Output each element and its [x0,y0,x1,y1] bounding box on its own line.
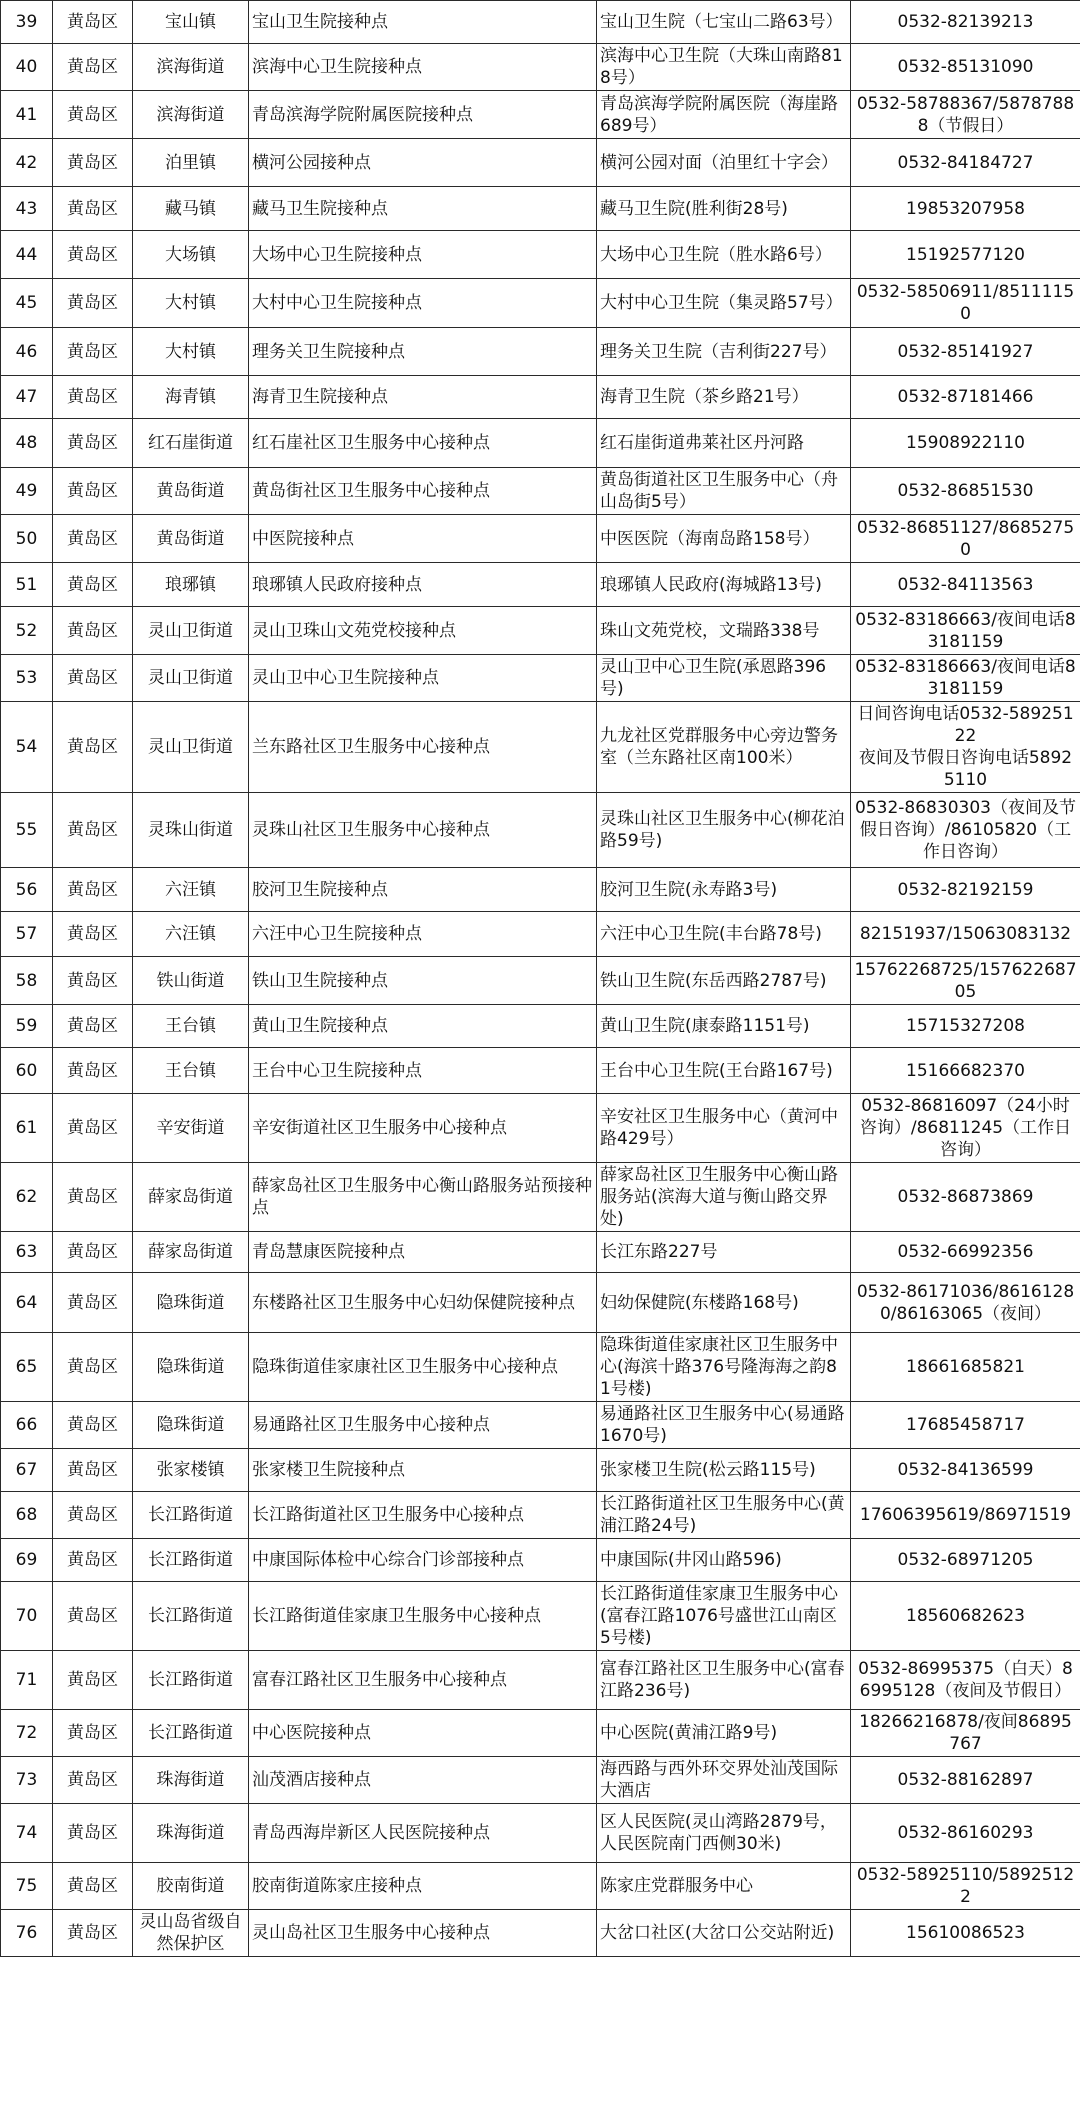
phone-cell: 0532-88162897 [851,1757,1080,1804]
phone-cell: 0532-66992356 [851,1232,1080,1273]
phone-cell: 82151937/15063083132 [851,912,1080,957]
table-row [1,868,1080,912]
site-name-cell: 汕茂酒店接种点 [249,1757,597,1804]
site-name-cell: 长江路街道社区卫生服务中心接种点 [249,1492,597,1539]
street-cell: 长江路街道 [133,1492,249,1539]
address-cell: 铁山卫生院(东岳西路2787号) [597,957,851,1005]
site-name-cell: 青岛西海岸新区人民医院接种点 [249,1804,597,1863]
row-number-cell: 60 [1,1048,53,1094]
phone-cell: 0532-84113563 [851,563,1080,607]
street-cell: 珠海街道 [133,1757,249,1804]
table-row [1,1048,1080,1094]
site-name-cell: 六汪中心卫生院接种点 [249,912,597,957]
phone-cell: 15762268725/15762268705 [851,957,1080,1005]
phone-cell: 0532-82139213 [851,1,1080,44]
row-number-cell: 71 [1,1651,53,1710]
table-row [1,419,1080,468]
phone-cell: 17606395619/86971519 [851,1492,1080,1539]
street-cell: 大村镇 [133,279,249,328]
table-row [1,1402,1080,1449]
address-cell: 区人民医院(灵山湾路2879号，人民医院南门西侧30米) [597,1804,851,1863]
site-name-cell: 王台中心卫生院接种点 [249,1048,597,1094]
address-cell: 理务关卫生院（吉利街227号） [597,328,851,376]
phone-cell: 0532-83186663/夜间电话83181159 [851,655,1080,702]
row-number-cell: 41 [1,91,53,139]
street-cell: 张家楼镇 [133,1449,249,1492]
table-row [1,563,1080,607]
address-cell: 珠山文苑党校，文瑞路338号 [597,607,851,655]
row-number-cell: 47 [1,376,53,419]
site-name-cell: 海青卫生院接种点 [249,376,597,419]
phone-cell: 0532-86851530 [851,468,1080,515]
row-number-cell: 63 [1,1232,53,1273]
phone-cell: 0532-58925110/58925122 [851,1863,1080,1910]
district-cell: 黄岛区 [53,1757,133,1804]
site-name-cell: 大村中心卫生院接种点 [249,279,597,328]
site-name-cell: 中心医院接种点 [249,1710,597,1757]
district-cell: 黄岛区 [53,1,133,44]
district-cell: 黄岛区 [53,515,133,563]
street-cell: 铁山街道 [133,957,249,1005]
address-cell: 海西路与西外环交界处汕茂国际大酒店 [597,1757,851,1804]
address-cell: 大岔口社区(大岔口公交站附近) [597,1910,851,1957]
address-cell: 大村中心卫生院（集灵路57号） [597,279,851,328]
table-body [1,1,1080,1957]
phone-cell: 15192577120 [851,231,1080,279]
address-cell: 陈家庄党群服务中心 [597,1863,851,1910]
row-number-cell: 44 [1,231,53,279]
table-row [1,607,1080,655]
table-row [1,468,1080,515]
street-cell: 泊里镇 [133,139,249,187]
site-name-cell: 黄山卫生院接种点 [249,1005,597,1048]
row-number-cell: 45 [1,279,53,328]
table-row [1,1804,1080,1863]
district-cell: 黄岛区 [53,1449,133,1492]
street-cell: 灵山卫街道 [133,702,249,793]
district-cell: 黄岛区 [53,1273,133,1333]
address-cell: 易通路社区卫生服务中心(易通路1670号) [597,1402,851,1449]
street-cell: 藏马镇 [133,187,249,231]
row-number-cell: 46 [1,328,53,376]
street-cell: 海青镇 [133,376,249,419]
table-row [1,1,1080,44]
street-cell: 六汪镇 [133,868,249,912]
street-cell: 宝山镇 [133,1,249,44]
street-cell: 薛家岛街道 [133,1163,249,1232]
phone-cell: 0532-85141927 [851,328,1080,376]
table-row [1,139,1080,187]
row-number-cell: 52 [1,607,53,655]
district-cell: 黄岛区 [53,1910,133,1957]
site-name-cell: 青岛慧康医院接种点 [249,1232,597,1273]
district-cell: 黄岛区 [53,139,133,187]
phone-cell: 15715327208 [851,1005,1080,1048]
address-cell: 青岛滨海学院附属医院（海崖路689号） [597,91,851,139]
row-number-cell: 42 [1,139,53,187]
address-cell: 富春江路社区卫生服务中心(富春江路236号) [597,1651,851,1710]
address-cell: 长江路街道社区卫生服务中心(黄浦江路24号) [597,1492,851,1539]
table-row [1,1910,1080,1957]
row-number-cell: 57 [1,912,53,957]
row-number-cell: 49 [1,468,53,515]
phone-cell: 0532-85131090 [851,44,1080,91]
row-number-cell: 64 [1,1273,53,1333]
address-cell: 大场中心卫生院（胜水路6号） [597,231,851,279]
table-row [1,1651,1080,1710]
row-number-cell: 74 [1,1804,53,1863]
street-cell: 六汪镇 [133,912,249,957]
address-cell: 滨海中心卫生院（大珠山南路818号） [597,44,851,91]
row-number-cell: 72 [1,1710,53,1757]
phone-cell: 15908922110 [851,419,1080,468]
row-number-cell: 58 [1,957,53,1005]
address-cell: 中医医院（海南岛路158号） [597,515,851,563]
district-cell: 黄岛区 [53,1710,133,1757]
row-number-cell: 76 [1,1910,53,1957]
row-number-cell: 62 [1,1163,53,1232]
row-number-cell: 50 [1,515,53,563]
district-cell: 黄岛区 [53,1333,133,1402]
district-cell: 黄岛区 [53,912,133,957]
table-row [1,1094,1080,1163]
table-row [1,1005,1080,1048]
table-row [1,376,1080,419]
row-number-cell: 55 [1,793,53,868]
table-row [1,44,1080,91]
phone-cell: 日间咨询电话0532-58925122 夜间及节假日咨询电话58925110 [851,702,1080,793]
phone-cell: 0532-86995375（白天）86995128（夜间及节假日） [851,1651,1080,1710]
street-cell: 灵山卫街道 [133,607,249,655]
table-row [1,1539,1080,1582]
street-cell: 胶南街道 [133,1863,249,1910]
phone-cell: 0532-58506911/85111150 [851,279,1080,328]
district-cell: 黄岛区 [53,468,133,515]
site-name-cell: 灵山岛社区卫生服务中心接种点 [249,1910,597,1957]
table-row [1,793,1080,868]
site-name-cell: 中康国际体检中心综合门诊部接种点 [249,1539,597,1582]
address-cell: 张家楼卫生院(松云路115号) [597,1449,851,1492]
row-number-cell: 67 [1,1449,53,1492]
street-cell: 大场镇 [133,231,249,279]
site-name-cell: 东楼路社区卫生服务中心妇幼保健院接种点 [249,1273,597,1333]
street-cell: 王台镇 [133,1005,249,1048]
district-cell: 黄岛区 [53,1804,133,1863]
address-cell: 红石崖街道弗莱社区丹河路 [597,419,851,468]
street-cell: 琅琊镇 [133,563,249,607]
table-row [1,1757,1080,1804]
site-name-cell: 黄岛街社区卫生服务中心接种点 [249,468,597,515]
row-number-cell: 39 [1,1,53,44]
phone-cell: 0532-82192159 [851,868,1080,912]
row-number-cell: 68 [1,1492,53,1539]
phone-cell: 0532-86171036/86161280/86163065（夜间） [851,1273,1080,1333]
table-row [1,912,1080,957]
table-row [1,702,1080,793]
district-cell: 黄岛区 [53,1492,133,1539]
phone-cell: 0532-86160293 [851,1804,1080,1863]
address-cell: 长江东路227号 [597,1232,851,1273]
table-row [1,1863,1080,1910]
street-cell: 黄岛街道 [133,468,249,515]
phone-cell: 0532-86816097（24小时咨询）/86811245（工作日咨询） [851,1094,1080,1163]
street-cell: 隐珠街道 [133,1402,249,1449]
row-number-cell: 73 [1,1757,53,1804]
site-name-cell: 易通路社区卫生服务中心接种点 [249,1402,597,1449]
table-row [1,1163,1080,1232]
phone-cell: 0532-86873869 [851,1163,1080,1232]
site-name-cell: 宝山卫生院接种点 [249,1,597,44]
address-cell: 中康国际(井冈山路596) [597,1539,851,1582]
site-name-cell: 灵山卫珠山文苑党校接种点 [249,607,597,655]
table-row [1,231,1080,279]
address-cell: 横河公园对面（泊里红十字会） [597,139,851,187]
phone-cell: 18266216878/夜间86895767 [851,1710,1080,1757]
district-cell: 黄岛区 [53,376,133,419]
site-name-cell: 灵珠山社区卫生服务中心接种点 [249,793,597,868]
address-cell: 六汪中心卫生院(丰台路78号) [597,912,851,957]
table-row [1,957,1080,1005]
district-cell: 黄岛区 [53,563,133,607]
row-number-cell: 40 [1,44,53,91]
address-cell: 灵珠山社区卫生服务中心(柳花泊路59号) [597,793,851,868]
site-name-cell: 铁山卫生院接种点 [249,957,597,1005]
row-number-cell: 70 [1,1582,53,1651]
table-row [1,1449,1080,1492]
row-number-cell: 51 [1,563,53,607]
row-number-cell: 66 [1,1402,53,1449]
address-cell: 辛安社区卫生服务中心（黄河中路429号） [597,1094,851,1163]
address-cell: 藏马卫生院(胜利街28号) [597,187,851,231]
table-row [1,328,1080,376]
row-number-cell: 54 [1,702,53,793]
address-cell: 宝山卫生院（七宝山二路63号） [597,1,851,44]
phone-cell: 18560682623 [851,1582,1080,1651]
phone-cell: 0532-83186663/夜间电话83181159 [851,607,1080,655]
site-name-cell: 滨海中心卫生院接种点 [249,44,597,91]
site-name-cell: 中医院接种点 [249,515,597,563]
row-number-cell: 61 [1,1094,53,1163]
street-cell: 灵珠山街道 [133,793,249,868]
street-cell: 长江路街道 [133,1651,249,1710]
phone-cell: 0532-86830303（夜间及节假日咨询）/86105820（工作日咨询） [851,793,1080,868]
street-cell: 滨海街道 [133,91,249,139]
address-cell: 中心医院(黄浦江路9号) [597,1710,851,1757]
street-cell: 滨海街道 [133,44,249,91]
address-cell: 长江路街道佳家康卫生服务中心(富春江路1076号盛世江山南区5号楼) [597,1582,851,1651]
street-cell: 隐珠街道 [133,1273,249,1333]
street-cell: 灵山卫街道 [133,655,249,702]
district-cell: 黄岛区 [53,1402,133,1449]
district-cell: 黄岛区 [53,655,133,702]
site-name-cell: 薛家岛社区卫生服务中心衡山路服务站预接种点 [249,1163,597,1232]
address-cell: 灵山卫中心卫生院(承恩路396号) [597,655,851,702]
street-cell: 辛安街道 [133,1094,249,1163]
site-name-cell: 富春江路社区卫生服务中心接种点 [249,1651,597,1710]
phone-cell: 18661685821 [851,1333,1080,1402]
row-number-cell: 65 [1,1333,53,1402]
district-cell: 黄岛区 [53,1539,133,1582]
row-number-cell: 69 [1,1539,53,1582]
street-cell: 隐珠街道 [133,1333,249,1402]
site-name-cell: 藏马卫生院接种点 [249,187,597,231]
district-cell: 黄岛区 [53,419,133,468]
phone-cell: 17685458717 [851,1402,1080,1449]
site-name-cell: 青岛滨海学院附属医院接种点 [249,91,597,139]
table-row [1,279,1080,328]
table-row [1,655,1080,702]
table-row [1,187,1080,231]
street-cell: 黄岛街道 [133,515,249,563]
street-cell: 长江路街道 [133,1710,249,1757]
phone-cell: 0532-86851127/86852750 [851,515,1080,563]
phone-cell: 0532-68971205 [851,1539,1080,1582]
address-cell: 九龙社区党群服务中心旁边警务室（兰东路社区南100米） [597,702,851,793]
site-name-cell: 胶南街道陈家庄接种点 [249,1863,597,1910]
district-cell: 黄岛区 [53,44,133,91]
phone-cell: 0532-58788367/58787888（节假日） [851,91,1080,139]
address-cell: 黄岛街道社区卫生服务中心（舟山岛街5号） [597,468,851,515]
row-number-cell: 56 [1,868,53,912]
district-cell: 黄岛区 [53,231,133,279]
street-cell: 长江路街道 [133,1582,249,1651]
district-cell: 黄岛区 [53,957,133,1005]
site-name-cell: 灵山卫中心卫生院接种点 [249,655,597,702]
site-name-cell: 琅琊镇人民政府接种点 [249,563,597,607]
site-name-cell: 隐珠街道佳家康社区卫生服务中心接种点 [249,1333,597,1402]
district-cell: 黄岛区 [53,187,133,231]
phone-cell: 15166682370 [851,1048,1080,1094]
row-number-cell: 48 [1,419,53,468]
table-row [1,1492,1080,1539]
row-number-cell: 75 [1,1863,53,1910]
address-cell: 王台中心卫生院(王台路167号) [597,1048,851,1094]
phone-cell: 19853207958 [851,187,1080,231]
row-number-cell: 53 [1,655,53,702]
district-cell: 黄岛区 [53,328,133,376]
address-cell: 胶河卫生院(永寿路3号) [597,868,851,912]
table-row [1,515,1080,563]
district-cell: 黄岛区 [53,1094,133,1163]
address-cell: 琅琊镇人民政府(海城路13号) [597,563,851,607]
site-name-cell: 大场中心卫生院接种点 [249,231,597,279]
district-cell: 黄岛区 [53,1863,133,1910]
district-cell: 黄岛区 [53,1582,133,1651]
district-cell: 黄岛区 [53,607,133,655]
table-row [1,1273,1080,1333]
district-cell: 黄岛区 [53,91,133,139]
address-cell: 薛家岛社区卫生服务中心衡山路服务站(滨海大道与衡山路交界处) [597,1163,851,1232]
street-cell: 大村镇 [133,328,249,376]
site-name-cell: 理务关卫生院接种点 [249,328,597,376]
phone-cell: 0532-87181466 [851,376,1080,419]
street-cell: 珠海街道 [133,1804,249,1863]
address-cell: 黄山卫生院(康泰路1151号) [597,1005,851,1048]
phone-cell: 0532-84184727 [851,139,1080,187]
street-cell: 王台镇 [133,1048,249,1094]
street-cell: 红石崖街道 [133,419,249,468]
table-row [1,1232,1080,1273]
district-cell: 黄岛区 [53,1005,133,1048]
row-number-cell: 43 [1,187,53,231]
site-name-cell: 胶河卫生院接种点 [249,868,597,912]
address-cell: 海青卫生院（茶乡路21号） [597,376,851,419]
district-cell: 黄岛区 [53,1048,133,1094]
district-cell: 黄岛区 [53,1232,133,1273]
district-cell: 黄岛区 [53,793,133,868]
phone-cell: 0532-84136599 [851,1449,1080,1492]
phone-cell: 15610086523 [851,1910,1080,1957]
address-cell: 隐珠街道佳家康社区卫生服务中心(海滨十路376号隆海海之韵81号楼) [597,1333,851,1402]
site-name-cell: 横河公园接种点 [249,139,597,187]
site-name-cell: 张家楼卫生院接种点 [249,1449,597,1492]
site-name-cell: 长江路街道佳家康卫生服务中心接种点 [249,1582,597,1651]
table-row [1,91,1080,139]
table-row [1,1333,1080,1402]
street-cell: 灵山岛省级自然保护区 [133,1910,249,1957]
district-cell: 黄岛区 [53,868,133,912]
site-name-cell: 辛安街道社区卫生服务中心接种点 [249,1094,597,1163]
street-cell: 薛家岛街道 [133,1232,249,1273]
street-cell: 长江路街道 [133,1539,249,1582]
table-row [1,1710,1080,1757]
district-cell: 黄岛区 [53,1651,133,1710]
district-cell: 黄岛区 [53,279,133,328]
table-row [1,1582,1080,1651]
site-name-cell: 红石崖社区卫生服务中心接种点 [249,419,597,468]
address-cell: 妇幼保健院(东楼路168号) [597,1273,851,1333]
row-number-cell: 59 [1,1005,53,1048]
district-cell: 黄岛区 [53,702,133,793]
site-name-cell: 兰东路社区卫生服务中心接种点 [249,702,597,793]
district-cell: 黄岛区 [53,1163,133,1232]
